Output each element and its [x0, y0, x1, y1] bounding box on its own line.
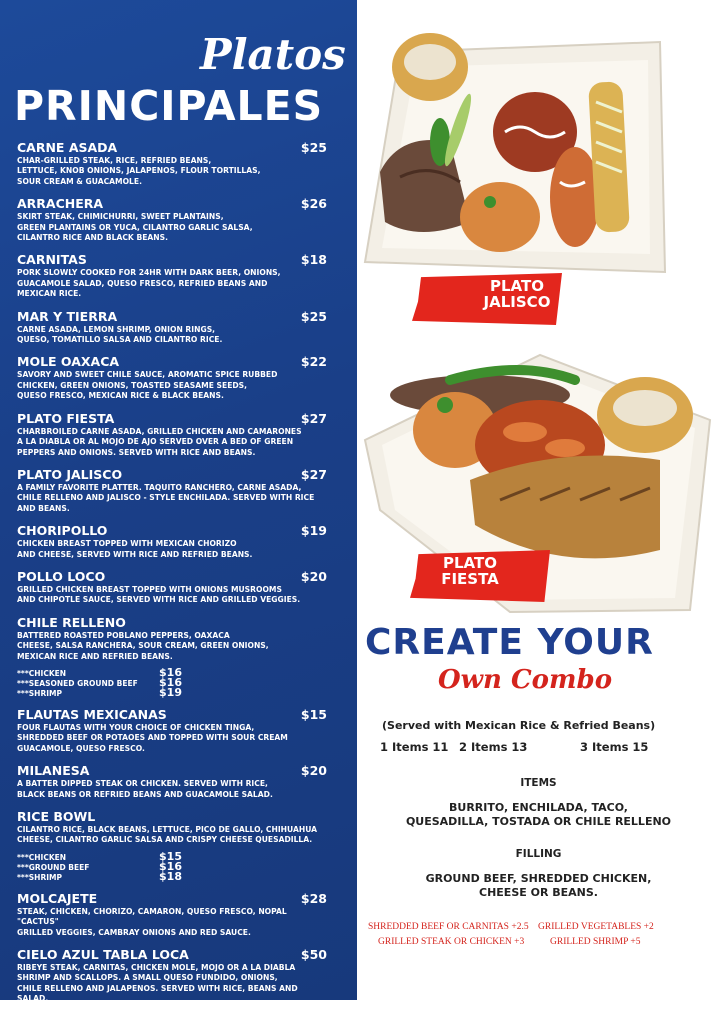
option-label: ***GROUND BEEF — [17, 862, 90, 872]
description-line: LETTUCE, KNOB ONIONS, JALAPENOS, FLOUR TORTILLAS, — [17, 166, 261, 176]
dish-price: $27 — [300, 466, 327, 482]
menu-item — [17, 252, 327, 299]
extra-grilled-shrimp: GRILLED SHRIMP +5 — [550, 937, 641, 947]
dish-price: $19 — [300, 523, 327, 539]
dish-description — [17, 212, 327, 243]
menu-list — [17, 140, 327, 1014]
description-line: PORK SLOWLY COOKED FOR 24HR WITH DARK BEER, ONIONS, — [17, 268, 281, 278]
combo-count-3: 3 Items 15 — [580, 740, 649, 754]
dish-description — [17, 631, 327, 662]
jalisco-label-line1: PLATO — [490, 277, 544, 295]
description-line: CHICKEN BREAST TOPPED WITH MEXICAN CHORIZO — [17, 539, 237, 549]
option-label: ***SEASONED GROUND BEEF — [17, 678, 138, 688]
description-line: GRILLED VEGGIES, CAMBRAY ONIONS AND RED SAUCE. — [17, 927, 251, 937]
description-line: CHEESE, CILANTRO GARLIC SALSA AND CRISPY CHEESE QUESADILLA. — [17, 835, 313, 845]
dish-description — [17, 268, 327, 299]
dish-name: PLATO JALISCO — [17, 466, 123, 482]
description-line: SHRIMP AND SCALLOPS. A SMALL QUESO FUNDIDO, ONIONS, — [17, 973, 278, 983]
items-list — [357, 801, 720, 829]
dish-name: CIELO AZUL TABLA LOCA — [17, 947, 189, 963]
items-line2: QUESADILLA, TOSTADA OR CHILE RELLENO — [405, 815, 672, 828]
dish-name: PLATO FIESTA — [17, 410, 115, 426]
description-line: GRILLED CHICKEN BREAST TOPPED WITH ONIONS MUSROOMS — [17, 584, 282, 594]
dish-name: CARNE ASADA — [17, 140, 118, 155]
description-line: SKIRT STEAK, CHIMICHURRI, SWEET PLANTAINS, — [17, 212, 224, 222]
dish-name: MOLE OAXACA — [17, 354, 120, 370]
menu-item — [17, 140, 327, 187]
menu-item — [17, 467, 327, 514]
dish-name: MOLCAJETE — [17, 890, 98, 906]
option-price: $19 — [159, 685, 182, 699]
menu-item — [17, 809, 327, 882]
description-line: A LA DIABLA OR AL MOJO DE AJO SERVED OVER A BED OF GREEN — [17, 437, 294, 447]
filling-list — [357, 872, 720, 900]
dish-options — [17, 665, 327, 699]
dish-description — [17, 483, 327, 514]
jalisco-label-line2: JALISCO — [483, 293, 551, 311]
plato-jalisco-label — [462, 278, 572, 310]
menu-item — [17, 763, 327, 800]
description-line: CILANTRO RICE, BLACK BEANS, LETTUCE, PICO DE GALLO, CHIHUAHUA — [17, 825, 317, 834]
dish-price: $20 — [300, 763, 327, 779]
description-line: AND CHIPOTLE SAUCE, SERVED WITH RICE AND GRILLED VEGGIES. — [17, 595, 301, 605]
plato-jalisco-photo — [360, 22, 670, 277]
combo-count-2: 2 Items 13 — [459, 740, 528, 754]
menu-item — [17, 891, 327, 938]
dish-description — [17, 539, 327, 560]
dish-price: $22 — [300, 354, 327, 370]
dish-description — [17, 370, 327, 401]
description-line: FOUR FLAUTAS WITH YOUR CHOICE OF CHICKEN TINGA, — [17, 722, 255, 732]
extra-shredded-beef: SHREDDED BEEF OR CARNITAS +2.5 — [368, 922, 529, 932]
menu-item — [17, 523, 327, 560]
dish-description — [17, 779, 327, 800]
description-line: A FAMILY FAVORITE PLATTER. TAQUITO RANCHERO, CARNE ASADA, — [17, 482, 302, 492]
description-line: MEXICAN RICE AND REFRIED BEANS. — [17, 651, 173, 661]
extra-grilled-vegetables: GRILLED VEGETABLES +2 — [538, 922, 654, 932]
description-line: SOUR CREAM & GUACAMOLE. — [17, 176, 142, 186]
dish-price: $50 — [300, 947, 327, 963]
dish-description — [17, 325, 327, 346]
option-price: $15 — [159, 849, 182, 863]
dish-price: $20 — [300, 568, 327, 584]
description-line: MEXICAN RICE. — [17, 289, 82, 299]
dish-description — [17, 963, 327, 1005]
description-line: A BATTER DIPPED STEAK OR CHICKEN. SERVED WITH RICE, — [17, 779, 268, 789]
menu-item — [17, 411, 327, 458]
fiesta-label-line2: FIESTA — [441, 570, 499, 588]
dish-price: $26 — [300, 196, 327, 212]
combo-count-1: 1 Items 11 — [380, 740, 449, 754]
dish-name: RICE BOWL — [17, 809, 96, 824]
option-row — [17, 685, 182, 699]
filling-line1: GROUND BEEF, SHREDDED CHICKEN, — [425, 872, 652, 885]
description-line: CHICKEN, GREEN ONIONS, TOASTED SEASAME SEEDS, — [17, 380, 248, 390]
items-heading: ITEMS — [520, 777, 557, 789]
menu-panel — [0, 0, 357, 1004]
create-your-title: CREATE YOUR — [365, 622, 654, 663]
option-price: $18 — [159, 869, 182, 883]
description-line: CHILE RELLENO AND JALISCO - STYLE ENCHILADA. SERVED WITH RICE — [17, 493, 315, 503]
dish-name: CARNITAS — [17, 252, 87, 268]
served-with-note: (Served with Mexican Rice & Refried Beans) — [382, 719, 656, 732]
filling-line2: CHEESE OR BEANS. — [479, 886, 598, 899]
description-line: CILANTRO RICE AND BLACK BEANS. — [17, 233, 169, 243]
menu-item — [17, 569, 327, 606]
dish-name: MILANESA — [17, 763, 90, 779]
option-row — [17, 869, 182, 883]
items-line1: BURRITO, ENCHILADA, TACO, — [449, 801, 628, 814]
option-row — [17, 859, 182, 873]
description-line: CHARBROILED CARNE ASADA, GRILLED CHICKEN AND CAMARONES — [17, 426, 302, 436]
menu-item — [17, 354, 327, 401]
description-line: PEPPERS AND ONIONS. SERVED WITH RICE AND BEANS. — [17, 447, 256, 457]
option-row — [17, 675, 182, 689]
dish-price: $15 — [300, 706, 327, 722]
fiesta-label-line1: PLATO — [443, 554, 497, 572]
description-line: STEAK, CHICKEN, CHORIZO, CAMARON, QUESO FRESCO, NOPAL "CACTUS" — [17, 906, 287, 927]
dish-name: POLLO LOCO — [17, 568, 106, 584]
filling-heading: FILLING — [515, 848, 562, 860]
description-line: QUESO FRESCO, MEXICAN RICE & BLACK BEANS. — [17, 391, 224, 401]
description-line: BATTERED ROASTED POBLANO PEPPERS, OAXACA — [17, 630, 230, 640]
dish-price: $25 — [300, 140, 327, 155]
menu-item — [17, 309, 327, 346]
description-line: CARNE ASADA, LEMON SHRIMP, ONION RINGS, — [17, 324, 216, 334]
dish-description — [17, 825, 327, 846]
description-line: GREEN PLANTAINS OR YUCA, CILANTRO GARLIC SALSA, — [17, 222, 253, 232]
option-label: ***CHICKEN — [17, 668, 67, 678]
description-line: CHAR-GRILLED STEAK, RICE, REFRIED BEANS, — [17, 156, 212, 165]
principales-title: PRINCIPALES — [14, 82, 324, 130]
option-price: $16 — [159, 675, 182, 689]
option-label: ***SHRIMP — [17, 872, 62, 882]
dish-description — [17, 427, 327, 458]
dish-price: $28 — [300, 890, 327, 906]
extra-grilled-steak: GRILLED STEAK OR CHICKEN +3 — [378, 937, 525, 947]
platos-script-title: Platos — [200, 30, 346, 79]
dish-price: $25 — [300, 308, 327, 324]
dish-name: FLAUTAS MEXICANAS — [17, 706, 167, 722]
dish-price: $18 — [300, 252, 327, 268]
dish-name: CHORIPOLLO — [17, 523, 108, 539]
menu-item — [17, 707, 327, 754]
option-label: ***SHRIMP — [17, 688, 62, 698]
option-price: $16 — [159, 859, 182, 873]
plato-fiesta-label — [420, 555, 520, 587]
description-line: RIBEYE STEAK, CARNITAS, CHICKEN MOLE, MOJO OR A LA DIABLA — [17, 963, 296, 973]
description-line: AND CHEESE, SERVED WITH RICE AND REFRIED BEANS. — [17, 549, 253, 559]
description-line: GUACAMOLE, QUESO FRESCO. — [17, 743, 145, 753]
description-line: SALAD. — [17, 994, 49, 1004]
dish-options — [17, 849, 327, 883]
own-combo-subtitle: Own Combo — [438, 665, 613, 695]
description-line: QUESO, TOMATILLO SALSA AND CILANTRO RICE. — [17, 335, 223, 345]
dish-description — [17, 723, 327, 754]
option-row — [17, 849, 182, 863]
description-line: CHEESE, SALSA RANCHERA, SOUR CREAM, GREEN ONIONS, — [17, 641, 269, 651]
description-line: SHREDDED BEEF OR POTAOES AND TOPPED WITH SOUR CREAM — [17, 733, 288, 743]
dish-description — [17, 907, 327, 938]
option-price: $16 — [159, 665, 182, 679]
option-row — [17, 665, 182, 679]
description-line: CHILE RELLENO AND JALAPENOS. SERVED WITH RICE, BEANS AND — [17, 983, 298, 993]
menu-item — [17, 196, 327, 243]
dish-name: ARRACHERA — [17, 196, 104, 212]
dish-price: $27 — [300, 410, 327, 426]
menu-item — [17, 947, 327, 1005]
description-line: SAVORY AND SWEET CHILE SAUCE, AROMATIC SPICE RUBBED — [17, 370, 278, 380]
dish-name: MAR Y TIERRA — [17, 308, 118, 324]
description-line: GUACAMOLE SALAD, QUESO FRESCO, REFRIED BEANS AND — [17, 278, 268, 288]
dish-description — [17, 585, 327, 606]
dish-name: CHILE RELLENO — [17, 614, 126, 630]
dish-description — [17, 156, 327, 187]
option-label: ***CHICKEN — [17, 852, 67, 862]
menu-item — [17, 615, 327, 698]
description-line: BLACK BEANS OR REFRIED BEANS AND GUACAMOLE SALAD. — [17, 789, 273, 799]
description-line: AND BEANS. — [17, 503, 70, 513]
